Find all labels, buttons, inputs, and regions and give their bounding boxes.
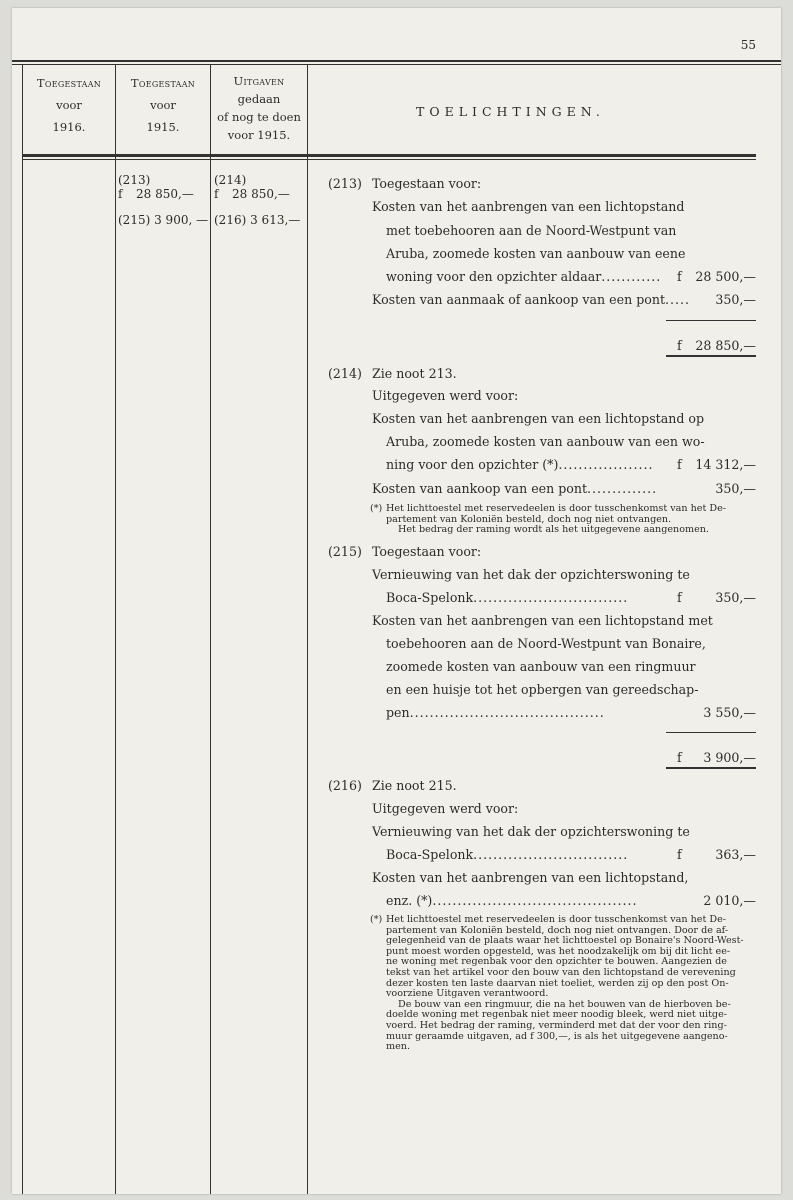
- note-text-215: Vernieuwing van het dak der opzichterswoning te: [372, 567, 690, 582]
- note-heading-216: Zie noot 215.: [372, 778, 457, 793]
- note-text-216: Kosten van het aanbrengen van een lichtopstand,: [372, 870, 689, 885]
- sum-rule: [666, 320, 756, 321]
- total-amount: 3 900,—: [703, 750, 756, 765]
- currency-sign: f: [677, 338, 682, 353]
- note-heading-215: Toegestaan voor:: [372, 544, 482, 559]
- header-col-1: Toegestaan voor 1916.: [36, 76, 102, 134]
- footnote-mark: (*): [370, 503, 383, 514]
- total-amount: 28 850,—: [695, 338, 756, 353]
- note-text-215: pen.......................................: [386, 705, 605, 720]
- note-label-216: (216): [328, 778, 362, 793]
- col2-entry-213: f 28 850,—: [118, 187, 194, 201]
- note-label-214: (214): [328, 366, 362, 381]
- sum-rule: [666, 732, 756, 733]
- amount: 2 010,—: [703, 893, 756, 908]
- column-divider: [22, 64, 23, 1194]
- note-text-213: woning voor den opzichter aldaar............: [386, 269, 662, 284]
- col2-entry-215: (215) 3 900, —: [118, 213, 209, 227]
- note-text-214: Uitgegeven werd voor:: [372, 388, 519, 403]
- header-col-2: Toegestaan voor 1915.: [130, 76, 196, 134]
- header-rule: [22, 154, 756, 157]
- top-rule: [12, 60, 781, 62]
- column-divider: [307, 64, 308, 1194]
- note-text-213: Aruba, zoomede kosten van aanbouw van eene: [386, 246, 686, 261]
- header-toelichtingen: TOELICHTINGEN.: [416, 104, 605, 119]
- amount: 350,—: [715, 292, 756, 307]
- col3-entry-216: (216) 3 613,—: [214, 213, 301, 227]
- currency-sign: f: [677, 590, 682, 605]
- footnote-216: Het lichttoestel met reservedeelen is door tusschenkomst van het De- partement van Koloniën besteld, doch nog niet ontvangen. Door de af- gelegenheid van de plaats waar het lichttoestel op Bonaire's Noord-West- punt moest worden opgesteld, was het noodzakelijk om bij dit licht ee- ne woning met regenbak voor den opzichter te bouwen. Aangezien de tekst van het artikel voor den bouw van den lichtopstand de verevening dezer kosten ten laste daarvan niet toeliet, werden zij op den post On- voorziene Uitgaven verantwoord. De bouw van een ringmuur, die na het bouwen van de hierboven be- doelde woning met regenbak niet meer noodig bleek, werd niet uitge- voerd. Het bedrag der raming, verminderd met dat der voor den ring- muur geraamde uitgaven, ad f 300,—, is als het uitgegevene aangeno- men.: [386, 914, 744, 1053]
- amount: 363,—: [715, 847, 756, 862]
- amount: 350,—: [715, 590, 756, 605]
- column-divider: [210, 64, 211, 1194]
- note-heading-213: Toegestaan voor:: [372, 176, 482, 191]
- col3-ref-214: (214): [214, 173, 247, 187]
- note-text-215: Boca-Spelonk...............................: [386, 590, 629, 605]
- header-col-3: Uitgaven gedaan of nog te doen voor 1915.: [217, 74, 301, 142]
- amount: 14 312,—: [695, 457, 756, 472]
- amount: 28 500,—: [695, 269, 756, 284]
- total-rule: [666, 355, 756, 357]
- note-text-216: Vernieuwing van het dak der opzichterswoning te: [372, 824, 690, 839]
- note-text-216: enz. (*).........................................: [386, 893, 638, 908]
- note-text-215: Kosten van het aanbrengen van een lichtopstand met: [372, 613, 713, 628]
- page-number: 55: [740, 38, 756, 52]
- note-text-215: toebehooren aan de Noord-Westpunt van Bonaire,: [386, 636, 706, 651]
- amount: 3 550,—: [703, 705, 756, 720]
- header-rule-thin: [22, 159, 756, 160]
- note-text-215: en een huisje tot het opbergen van gereedschap-: [386, 682, 699, 697]
- note-label-213: (213): [328, 176, 362, 191]
- column-divider: [115, 64, 116, 1194]
- amount: 350,—: [715, 481, 756, 496]
- note-text-214: Kosten van aankoop van een pont..............: [372, 481, 658, 496]
- note-text-213: Kosten van aanmaak of aankoop van een pont.....: [372, 292, 691, 307]
- col3-entry-214: f 28 850,—: [214, 187, 290, 201]
- currency-sign: f: [677, 750, 682, 765]
- currency-sign: f: [677, 457, 682, 472]
- document-page: [12, 8, 781, 1194]
- note-text-216: Boca-Spelonk...............................: [386, 847, 629, 862]
- footnote-214: Het lichttoestel met reservedeelen is door tusschenkomst van het De- partement van Koloniën besteld, doch nog niet ontvangen. Het bedrag der raming wordt als het uitgegevene aangenomen.: [386, 503, 726, 536]
- note-text-214: Kosten van het aanbrengen van een lichtopstand op: [372, 411, 705, 426]
- footnote-mark: (*): [370, 914, 383, 925]
- note-text-216: Uitgegeven werd voor:: [372, 801, 519, 816]
- note-text-215: zoomede kosten van aanbouw van een ringmuur: [386, 659, 696, 674]
- note-label-215: (215): [328, 544, 362, 559]
- note-text-213: met toebehooren aan de Noord-Westpunt van: [386, 223, 677, 238]
- col2-ref-213: (213): [118, 173, 151, 187]
- total-rule: [666, 767, 756, 769]
- currency-sign: f: [677, 847, 682, 862]
- note-text-214: ning voor den opzichter (*)...................: [386, 457, 654, 472]
- note-text-213: Kosten van het aanbrengen van een lichtopstand: [372, 199, 685, 214]
- note-text-214: Aruba, zoomede kosten van aanbouw van een wo-: [386, 434, 705, 449]
- top-rule-thin: [12, 64, 781, 65]
- note-heading-214: Zie noot 213.: [372, 366, 457, 381]
- currency-sign: f: [677, 269, 682, 284]
